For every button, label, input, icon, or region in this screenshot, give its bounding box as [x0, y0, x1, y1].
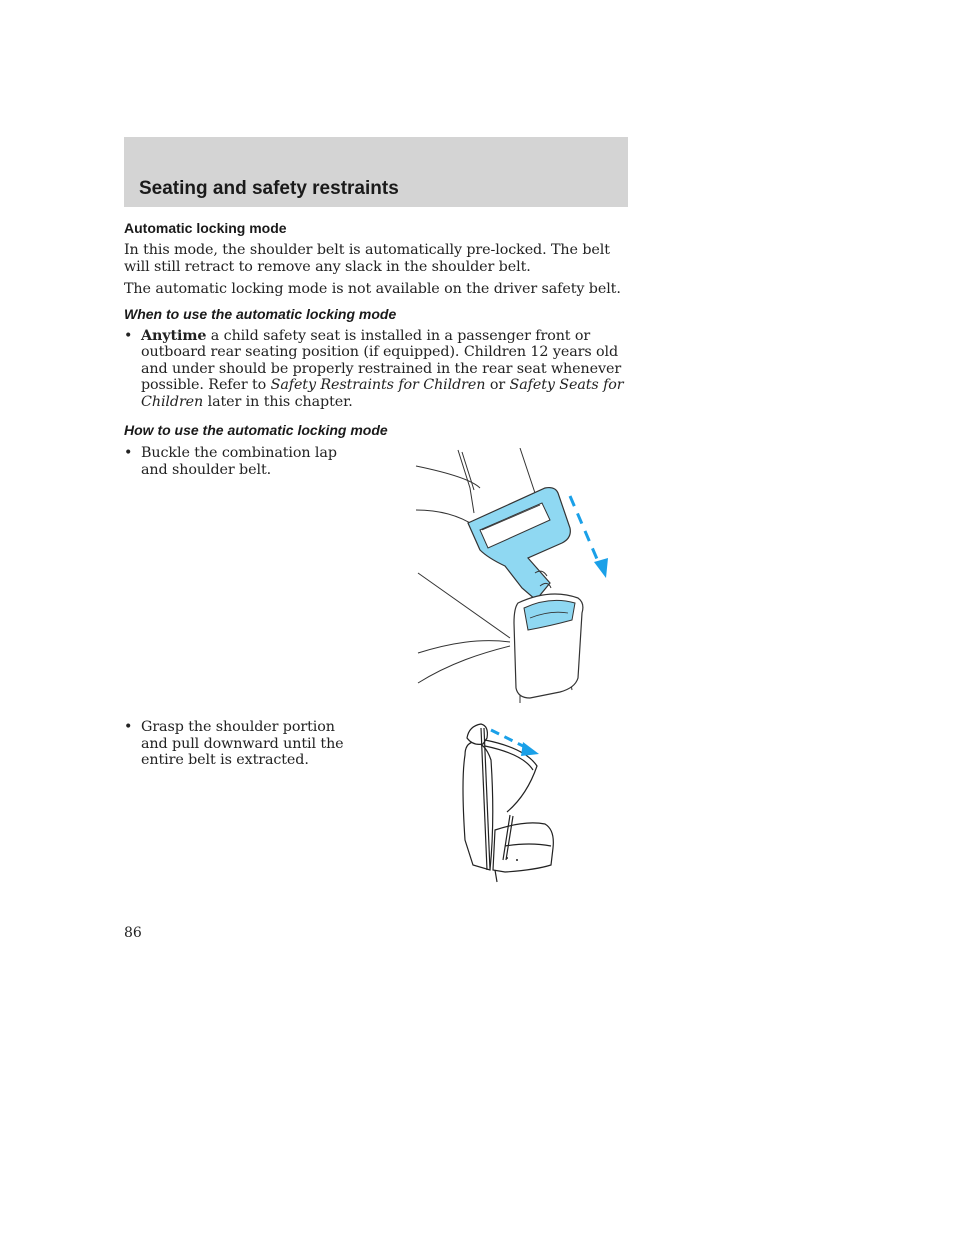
automatic-locking-mode-heading: Automatic locking mode	[124, 220, 287, 236]
anytime-bullet	[124, 328, 630, 411]
buckle-illustration	[410, 448, 620, 708]
page-number: 86	[124, 925, 142, 941]
tongue-plate-shape	[468, 488, 570, 600]
driver-note-paragraph: The automatic locking mode is not available on the driver safety belt.	[124, 281, 621, 297]
bullet-dot: •	[124, 327, 133, 344]
when-to-use-heading: When to use the automatic locking mode	[124, 305, 397, 322]
step-2	[124, 719, 364, 769]
bullet-dot: •	[124, 719, 133, 735]
arrow-down-icon	[594, 558, 608, 578]
ref-safety-seats-children: Safety Seats for Children	[141, 377, 624, 410]
section-header-title: Seating and safety restraints	[139, 178, 399, 199]
bullet-dot: •	[124, 445, 133, 461]
anytime-text-1: a child safety seat is installed in a passenger front or outboard rear seating position (if equipped). Children 12 years old and under should be properly restrained in the rear seat whenever possible. Refer to	[141, 327, 622, 393]
main-content	[124, 220, 630, 444]
step-2-text: Grasp the shoulder portion and pull downward until the entire belt is extracted.	[141, 719, 344, 768]
intro-paragraph: In this mode, the shoulder belt is automatically pre-locked. The belt will still retract to remove any slack in the shoulder belt.	[124, 242, 610, 275]
step-1-bullet	[124, 445, 364, 478]
seat-belt-extraction-illustration	[455, 720, 565, 885]
section-header-band	[124, 137, 628, 207]
step-1-text: Buckle the combination lap and shoulder belt.	[141, 445, 337, 478]
anytime-text-2: later in this chapter.	[203, 393, 353, 410]
step-2-bullet	[124, 719, 364, 769]
anytime-lead: Anytime	[141, 327, 207, 344]
step-1	[124, 445, 364, 478]
anytime-text-or: or	[485, 377, 510, 393]
arrow-diagonal-icon	[521, 742, 539, 756]
how-to-use-heading: How to use the automatic locking mode	[124, 422, 388, 438]
ref-safety-restraints-children: Safety Restraints for Children	[270, 377, 486, 393]
